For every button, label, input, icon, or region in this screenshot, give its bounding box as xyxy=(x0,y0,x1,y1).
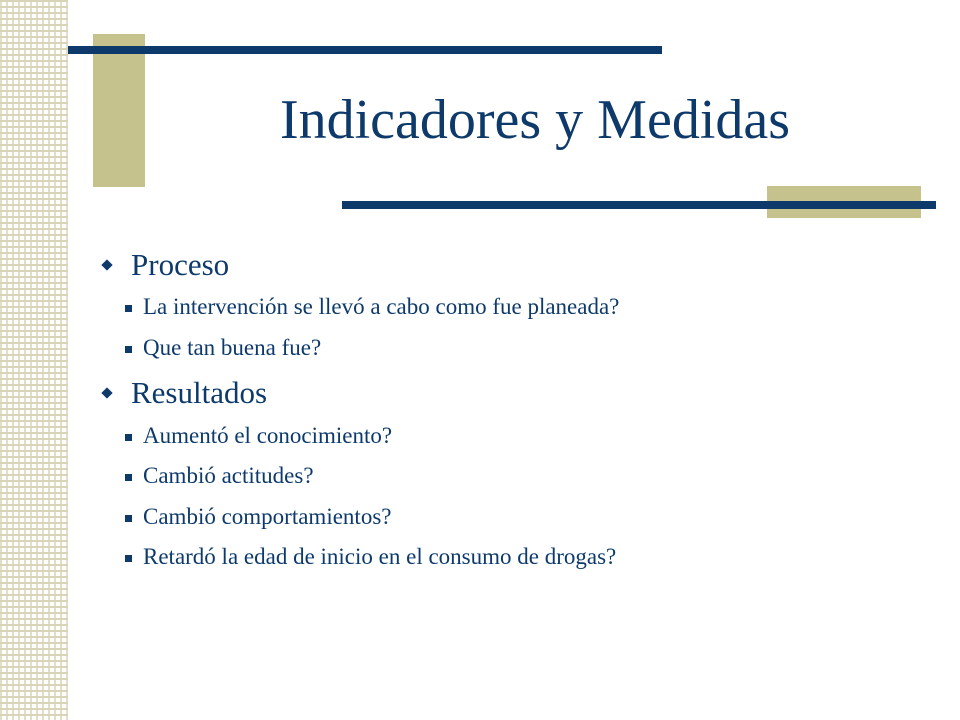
olive-vertical-accent xyxy=(93,34,145,187)
navy-top-rule xyxy=(68,46,662,54)
square-bullet-icon xyxy=(125,305,132,312)
bullet-level2 xyxy=(90,422,940,450)
diamond-bullet-icon xyxy=(101,388,112,399)
sub-list xyxy=(90,293,940,361)
square-bullet-icon xyxy=(125,346,132,353)
diamond-bullet-icon xyxy=(101,259,112,270)
slide-title: Indicadores y Medidas xyxy=(279,89,791,151)
bullet-text: Retardó la edad de inicio en el consumo de drogas? xyxy=(143,544,617,570)
bullet-text: Aumentó el conocimiento? xyxy=(143,422,393,448)
bullet-heading: Proceso xyxy=(131,247,230,282)
bullet-text: Cambió actitudes? xyxy=(143,463,314,489)
bullet-level2 xyxy=(90,334,940,362)
bullet-level2 xyxy=(90,293,940,321)
bullet-heading: Resultados xyxy=(131,375,268,411)
left-striped-border xyxy=(0,0,68,720)
bullet-level2 xyxy=(90,503,940,531)
sub-list-container xyxy=(100,422,940,571)
sub-list xyxy=(90,422,940,571)
square-bullet-icon xyxy=(125,474,132,481)
sub-list-container xyxy=(100,293,940,361)
square-bullet-icon xyxy=(125,434,132,441)
bullet-text: Que tan buena fue? xyxy=(143,334,322,360)
square-bullet-icon xyxy=(125,515,132,522)
bullet-level2 xyxy=(90,543,940,571)
bullet-level1 xyxy=(100,246,940,283)
bullet-level1 xyxy=(100,374,940,411)
square-bullet-icon xyxy=(125,555,132,562)
bullet-text: Cambió comportamientos? xyxy=(143,503,392,529)
bullet-text: La intervención se llevó a cabo como fue planeada? xyxy=(143,294,620,320)
bullet-list xyxy=(100,240,940,584)
navy-bottom-rule xyxy=(342,201,936,209)
bullet-level2 xyxy=(90,462,940,490)
